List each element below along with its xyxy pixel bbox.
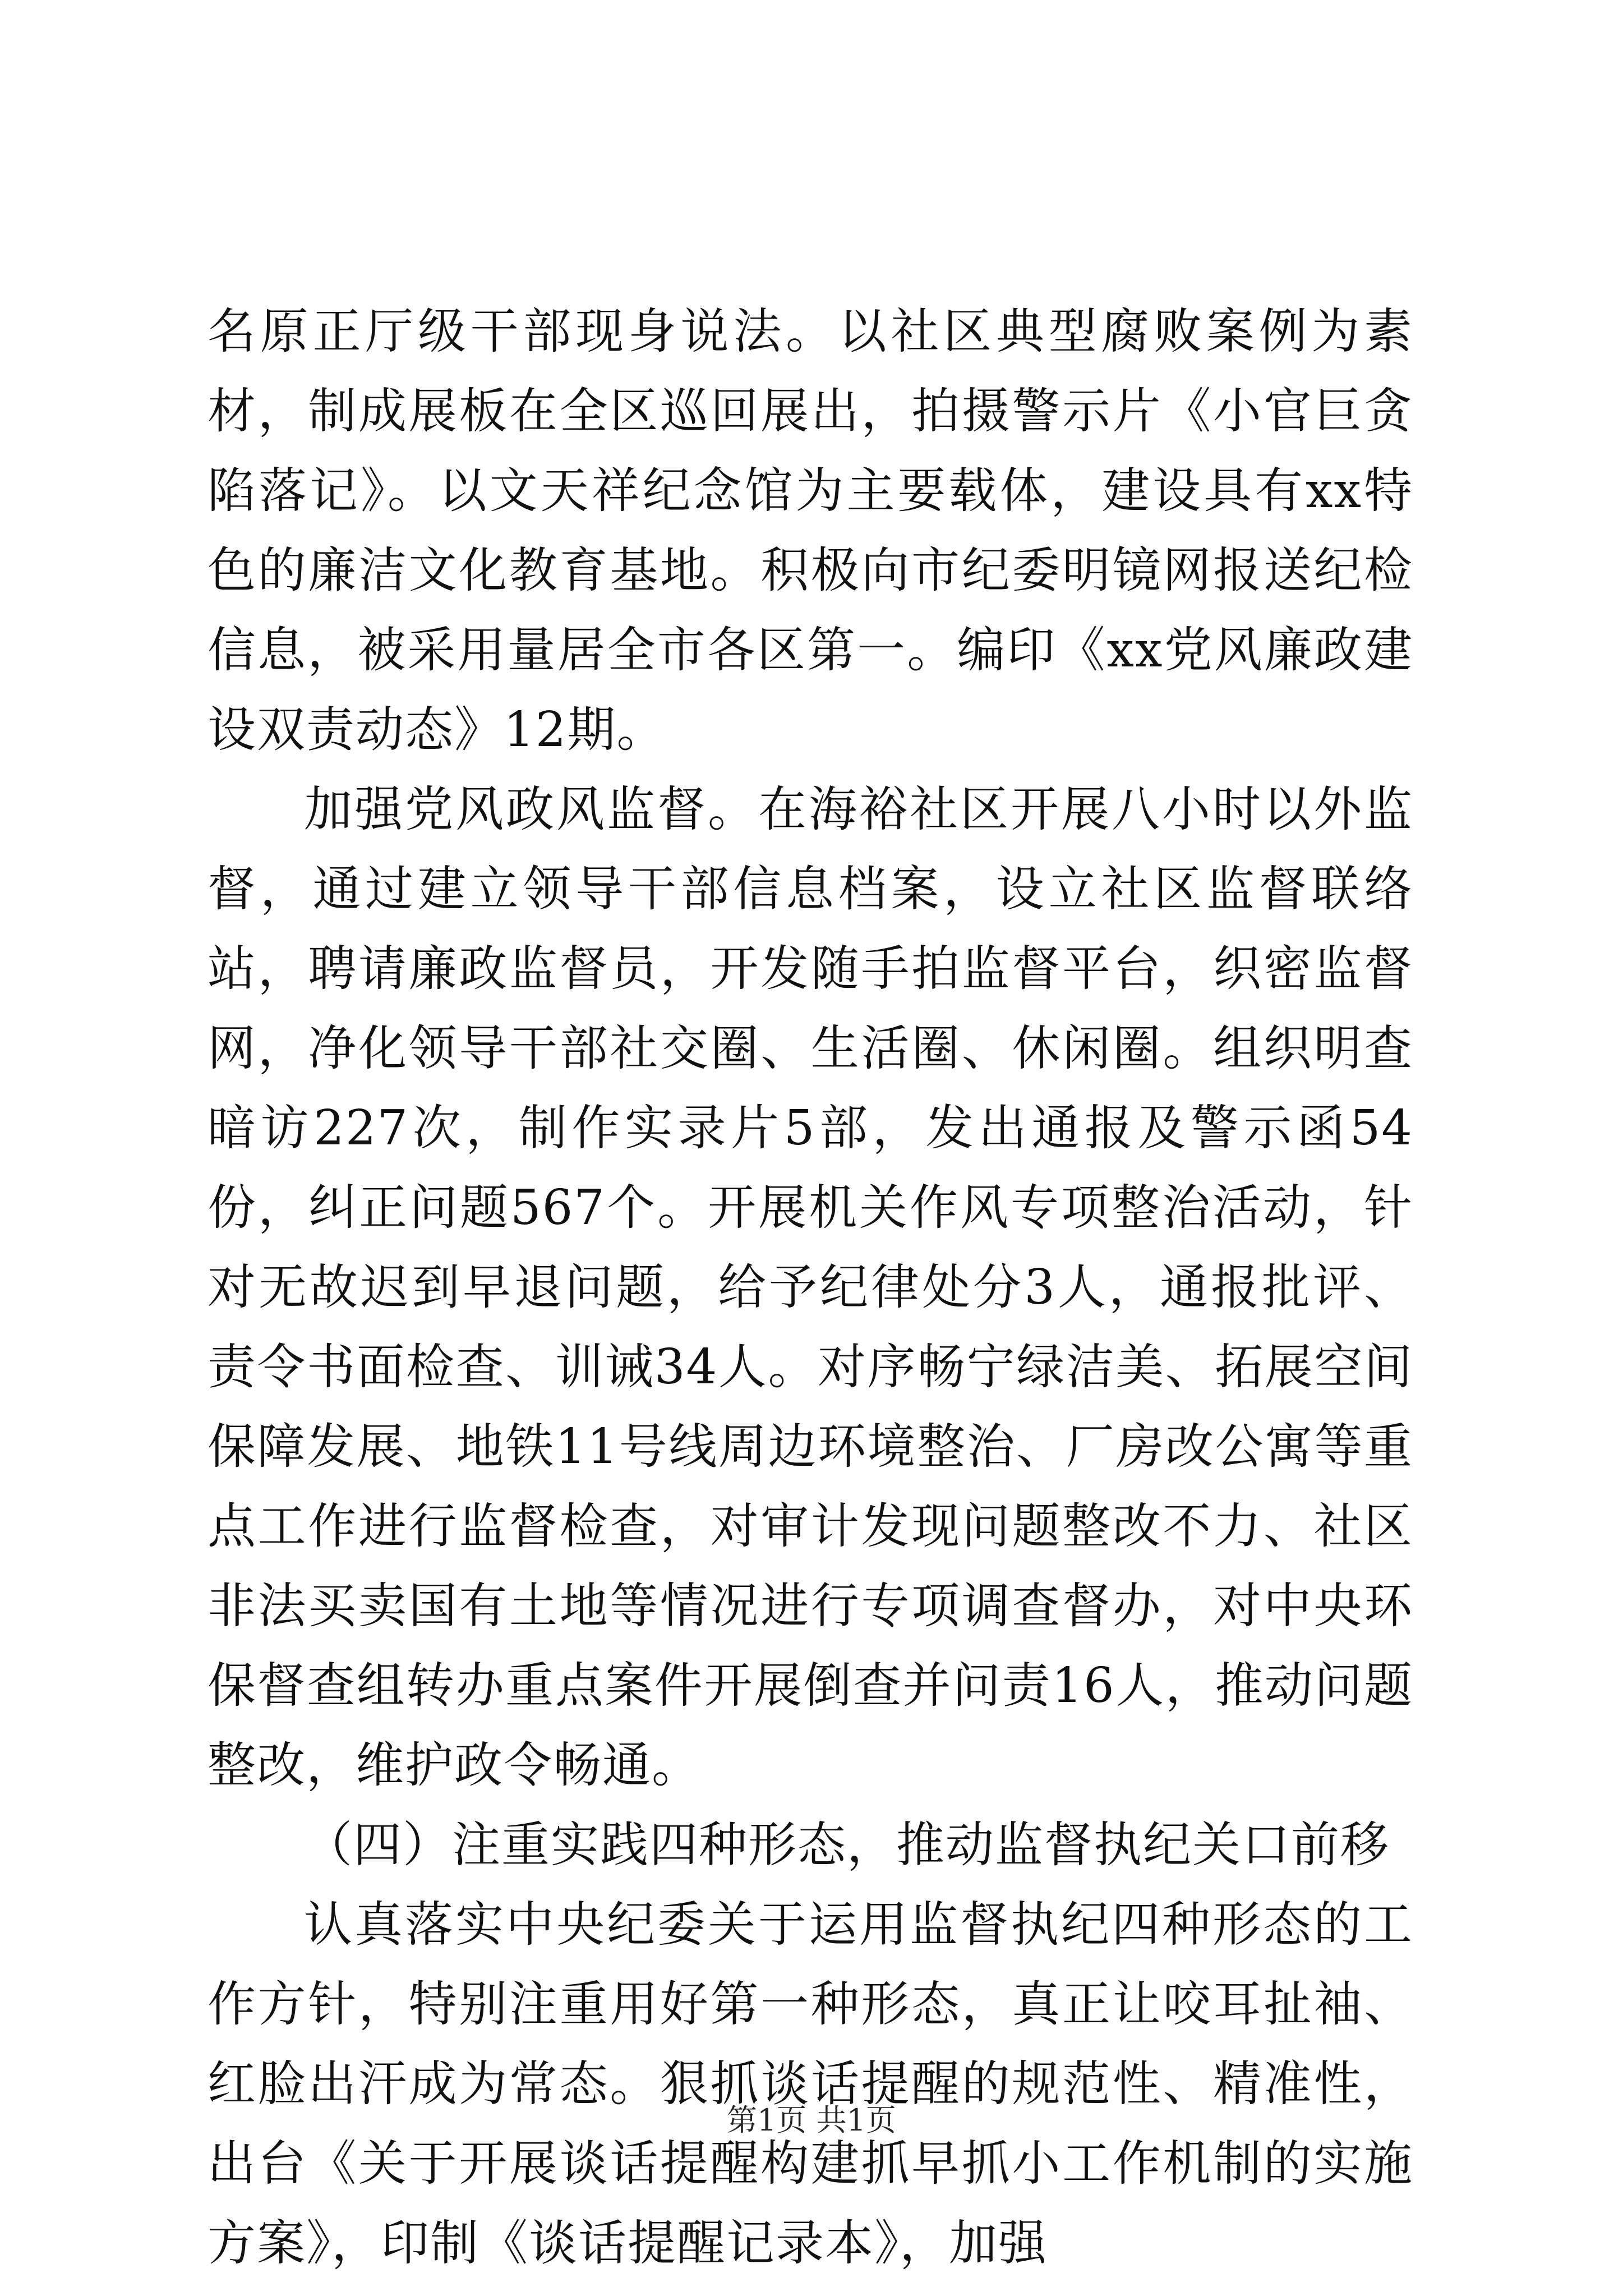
paragraph-four-forms-implementation: 认真落实中央纪委关于运用监督执纪四种形态的工作方针，特别注重用好第一种形态，真正让咬耳扯袖、红脸出汗成为常态。狠抓谈话提醒的规范性、精准性，出台《关于开展谈话提醒构建抓早抓小工作机制的实施方案》，印制《谈话提醒记录本》，加强 [208, 1897, 1413, 2271]
page-footer: 第1页 共1页 [727, 2102, 896, 2138]
document-body [208, 292, 1413, 2283]
paragraph-continuation: 名原正厅级干部现身说法。以社区典型腐败案例为素材，制成展板在全区巡回展出，拍摄警示片《小官巨贪陷落记》。以文天祥纪念馆为主要载体，建设具有xx特色的廉洁文化教育基地。积极向市纪委明镜网报送纪检信息，被采用量居全市各区第一。编印《xx党风廉政建设双责动态》12期。 [208, 303, 1413, 758]
section-heading-four-forms: （四）注重实践四种形态，推动监督执纪关口前移 [304, 1817, 1390, 1873]
paragraph-party-style-supervision: 加强党风政风监督。在海裕社区开展八小时以外监督，通过建立领导干部信息档案，设立社区监督联络站，聘请廉政监督员，开发随手拍监督平台，织密监督网，净化领导干部社交圈、生活圈、休闲圈。组织明查暗访227次，制作实录片5部，发出通报及警示函54份，纠正问题567个。开展机关作风专项整治活动，针对无故迟到早退问题，给予纪律处分3人，通报批评、责令书面检查、训诫34人。对序畅宁绿洁美、拓展空间保障发展、地铁11号线周边环境整治、厂房改公寓等重点工作进行监督检查，对审计发现问题整改不力、社区非法买卖国有土地等情况进行专项调查督办，对中央环保督查组转办重点案件开展倒查并问责16人，推动问题整改，维护政令畅通。 [208, 781, 1413, 1793]
